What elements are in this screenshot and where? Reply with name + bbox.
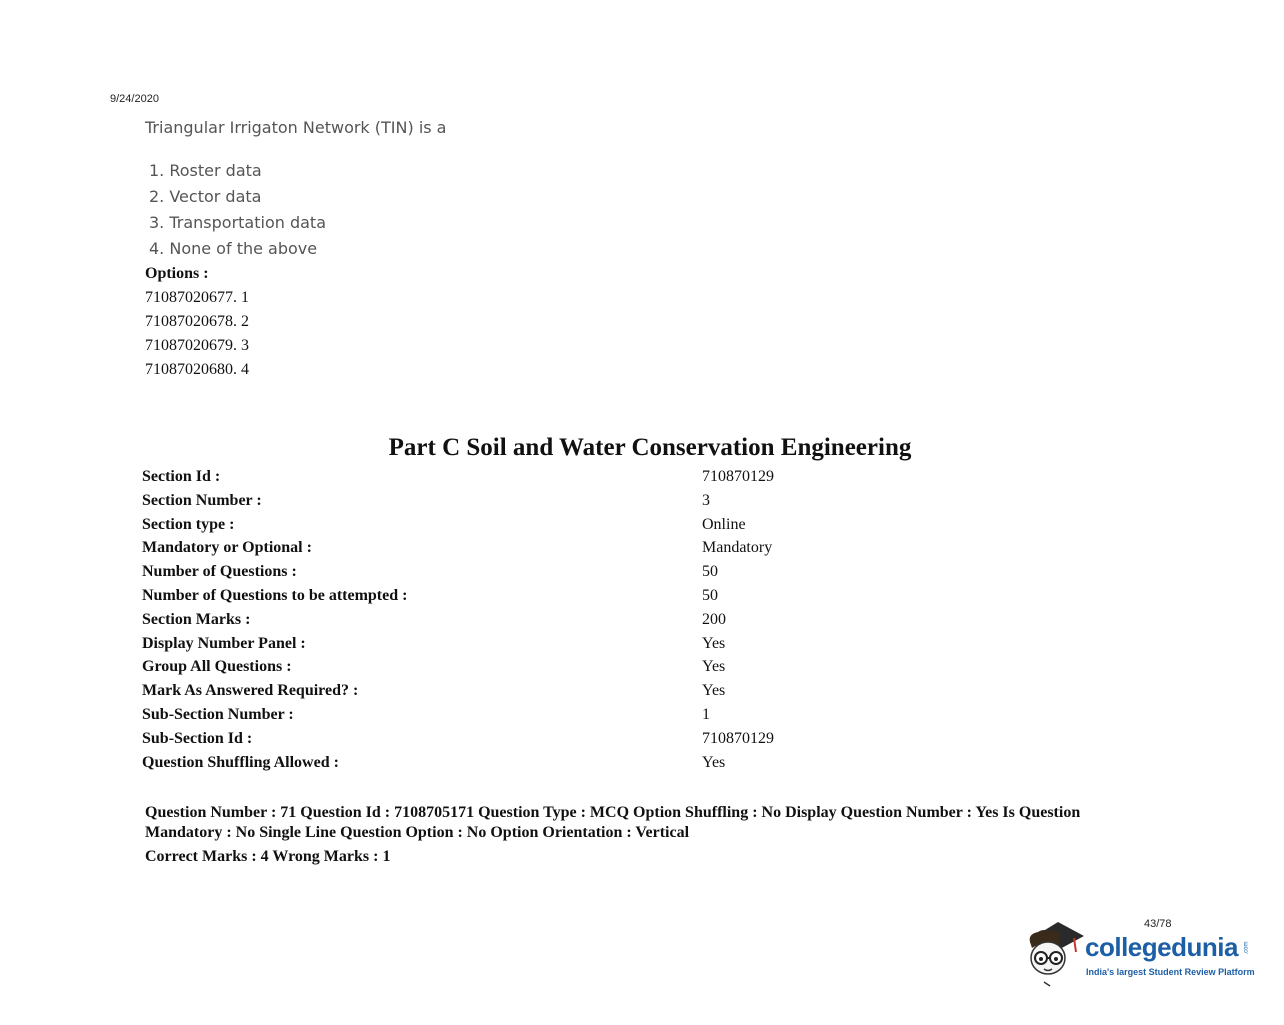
row-value: Online xyxy=(702,515,746,533)
question-meta-block xyxy=(145,803,1105,867)
section-row xyxy=(142,729,942,753)
row-label: Question Shuffling Allowed : xyxy=(142,753,339,771)
question-meta: Question Number : 71 Question Id : 7108705171 Question Type : MCQ Option Shuffling : No Display Question Number : Yes Is Question Mandatory : No Single Line Question Option : No Option Orientation : Vertical xyxy=(145,804,1081,841)
row-label: Mark As Answered Required? : xyxy=(142,682,359,700)
row-label: Display Number Panel : xyxy=(142,634,306,652)
question-marks: Correct Marks : 4 Wrong Marks : 1 xyxy=(145,848,391,865)
choice-item: 4. None of the above xyxy=(149,239,318,258)
row-value: Mandatory xyxy=(702,539,773,557)
section-row xyxy=(142,753,942,777)
row-label: Section Number : xyxy=(142,491,262,509)
section-row xyxy=(142,515,942,539)
brand-suffix: .com xyxy=(1243,941,1250,955)
section-row xyxy=(142,657,942,681)
option-id-list xyxy=(145,288,249,384)
brand-name: collegedunia xyxy=(1085,932,1238,962)
page-number: 43/78 xyxy=(1144,918,1172,930)
question-choices xyxy=(149,161,326,265)
row-value: 710870129 xyxy=(702,729,774,747)
options-label: Options : xyxy=(145,265,209,282)
section-row xyxy=(142,634,942,658)
row-label: Number of Questions to be attempted : xyxy=(142,586,408,604)
option-id: 71087020678. 2 xyxy=(145,313,249,330)
option-id: 71087020680. 4 xyxy=(145,361,249,378)
section-row xyxy=(142,681,942,705)
section-row xyxy=(142,705,942,729)
row-value: 710870129 xyxy=(702,468,774,485)
row-label: Section Marks : xyxy=(142,610,251,628)
row-value: 200 xyxy=(702,610,726,628)
question-text: Triangular Irrigaton Network (TIN) is a xyxy=(145,118,447,137)
row-label: Section type : xyxy=(142,515,235,533)
choice-item: 2. Vector data xyxy=(149,187,262,206)
row-value: 50 xyxy=(702,563,718,581)
brand-tagline: India's largest Student Review Platform xyxy=(1086,967,1255,977)
print-date: 9/24/2020 xyxy=(110,93,159,105)
option-id: 71087020677. 1 xyxy=(145,289,249,306)
row-value: Yes xyxy=(702,753,726,771)
section-row xyxy=(142,491,942,515)
row-value: 1 xyxy=(702,705,710,723)
row-value: Yes xyxy=(702,682,726,700)
row-label: Mandatory or Optional : xyxy=(142,539,312,557)
section-title: Part C Soil and Water Conservation Engineering xyxy=(388,434,912,461)
section-row xyxy=(142,467,942,491)
choice-item: 1. Roster data xyxy=(149,161,262,180)
row-value: Yes xyxy=(702,658,726,676)
section-row xyxy=(142,562,942,586)
row-label: Number of Questions : xyxy=(142,563,297,581)
section-row xyxy=(142,610,942,634)
row-label: Section Id : xyxy=(142,468,221,485)
section-info-table xyxy=(142,467,942,776)
row-label: Sub-Section Number : xyxy=(142,705,294,723)
section-row xyxy=(142,586,942,610)
row-value: 3 xyxy=(702,491,710,509)
option-id: 71087020679. 3 xyxy=(145,337,249,354)
choice-item: 3. Transportation data xyxy=(149,213,327,232)
row-label: Sub-Section Id : xyxy=(142,729,253,747)
section-row xyxy=(142,538,942,562)
row-value: Yes xyxy=(702,634,726,652)
row-value: 50 xyxy=(702,586,718,604)
row-label: Group All Questions : xyxy=(142,658,292,676)
